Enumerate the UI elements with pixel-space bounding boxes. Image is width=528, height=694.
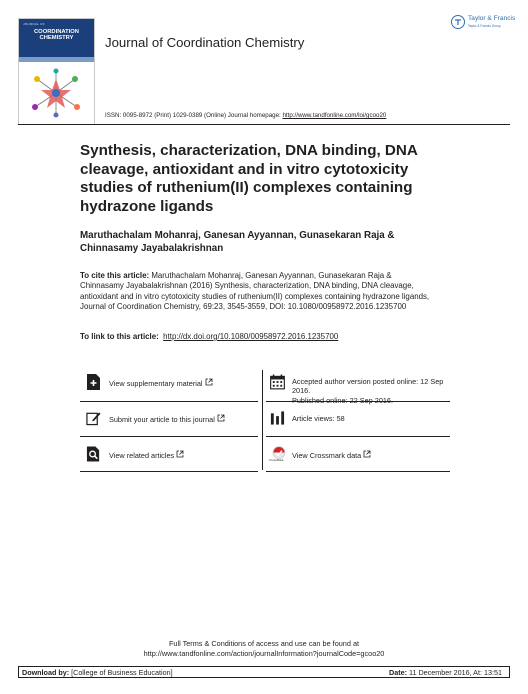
grid-line	[80, 471, 258, 472]
related-articles-link[interactable]: View related articles	[109, 450, 184, 460]
calendar-icon	[270, 374, 285, 390]
supplementary-action[interactable]	[86, 374, 101, 395]
cover-molecule-image	[25, 65, 87, 121]
terms-url[interactable]: http://www.tandfonline.com/action/journalInformation?journalCode=gcoo20	[143, 648, 385, 658]
article-authors: Maruthachalam Mohanraj, Ganesan Ayyannan, Gunasekaran Raja & Chinnasamy Jayabalakrishnan	[80, 230, 395, 254]
link-label: To link to this article:	[80, 332, 159, 341]
edit-pencil-icon	[86, 410, 101, 426]
article-link	[80, 332, 338, 341]
article-title: Synthesis, characterization, DNA binding, DNA cleavage, antioxidant and in vitro cytotoxicity studies of ruthenium(II) complexes containing hydrazone ligands	[80, 142, 418, 215]
publisher-group: Taylor & Francis Group	[468, 24, 501, 28]
doi-link[interactable]: http://dx.doi.org/10.1080/00958972.2016.1235700	[163, 332, 339, 341]
grid-line	[80, 401, 258, 402]
publisher-logo	[451, 15, 521, 37]
terms-note	[0, 639, 528, 658]
search-document-icon	[86, 446, 101, 462]
publisher-name: Taylor & Francis	[468, 15, 516, 22]
grid-line	[266, 436, 450, 437]
dates-info	[270, 374, 285, 395]
citation	[80, 271, 435, 312]
grid-divider	[262, 370, 263, 470]
cover-kicker: JOURNAL OF	[23, 22, 45, 26]
crossmark-badge-label: CrossMark	[269, 458, 284, 462]
cover-strip	[19, 57, 94, 62]
submit-action[interactable]	[86, 410, 101, 431]
supplementary-link[interactable]: View supplementary material	[109, 378, 213, 388]
cite-text: Maruthachalam Mohanraj, Ganesan Ayyannan, Gunasekaran Raja & Chinnasamy Jayabalakrishnan (2016) Synthesis, characterization, DNA binding, DNA cleavage, antioxidant and in vitro cytotoxicity studies of ruthenium(II) complexes containing hydrazone ligands, Journal of Coordination Chemistry, 69:23, 3545-3559, DOI: 10.1080/00958972.2016.1235700	[80, 271, 430, 311]
download-date	[389, 668, 502, 677]
views-info	[270, 410, 285, 431]
cite-label: To cite this article:	[80, 271, 150, 280]
journal-cover	[18, 18, 95, 125]
date-label: Date:	[389, 668, 407, 677]
external-link-icon	[205, 378, 213, 386]
taylor-francis-logo-icon	[451, 15, 465, 29]
published-date: Published online: 22 Sep 2016.	[292, 395, 394, 405]
external-link-icon	[176, 450, 184, 458]
terms-line: Full Terms & Conditions of access and use can be found at	[168, 639, 360, 648]
external-link-icon	[363, 450, 371, 458]
date-value: 11 December 2016, At: 13:51	[408, 668, 502, 677]
issn-line	[105, 112, 386, 119]
grid-line	[80, 436, 258, 437]
header-divider	[18, 124, 510, 125]
grid-line	[266, 471, 450, 472]
crossmark-action[interactable]	[271, 446, 287, 464]
bar-chart-icon	[270, 410, 285, 426]
cover-title: COORDINATION CHEMISTRY	[34, 29, 79, 42]
external-link-icon	[217, 414, 225, 422]
issn-text: ISSN: 0095-8972 (Print) 1029-0389 (Online) Journal homepage:	[105, 112, 283, 119]
downloaded-by	[22, 668, 173, 677]
downloaded-by-label: Download by:	[22, 668, 70, 677]
crossmark-link[interactable]: View Crossmark data	[292, 450, 371, 460]
publication-dates	[292, 377, 452, 405]
accepted-date: Accepted author version posted online: 12 Sep 2016.	[292, 377, 444, 396]
journal-title: Journal of Coordination Chemistry	[105, 35, 305, 50]
downloaded-by-value: [College of Business Education]	[71, 668, 173, 677]
submit-article-link[interactable]: Submit your article to this journal	[109, 414, 225, 424]
article-views: Article views: 58	[292, 414, 345, 423]
journal-homepage-link[interactable]: http://www.tandfonline.com/loi/gcoo20	[282, 112, 387, 119]
related-action[interactable]	[86, 446, 101, 467]
document-plus-icon	[86, 374, 101, 390]
